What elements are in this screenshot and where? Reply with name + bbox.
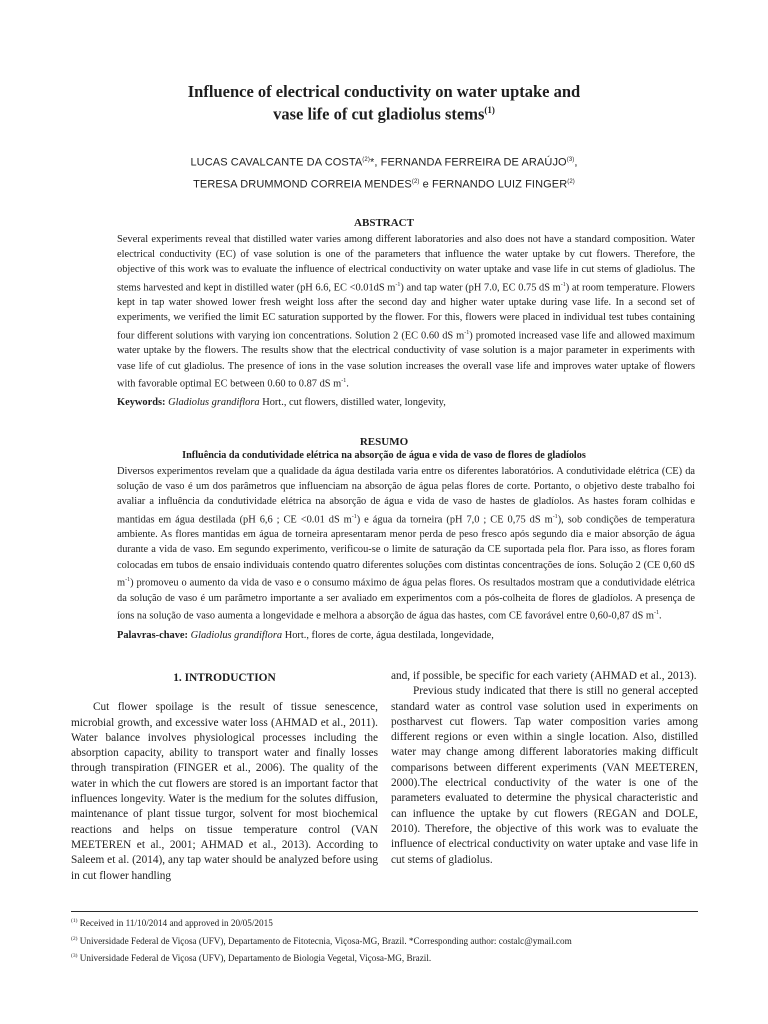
unit-exponent: -1 — [125, 576, 131, 583]
abstract-text: Several experiments reveal that distilled water varies among different laboratories and also does not have a standard composition. Water electrical conductivity (EC) of vase solution is one of the parameters that influence the water uptake by cut flowers. Therefore, the objective of this work was to evaluate the influence of electrical conductivity on water uptake and vase life in cut stems of gladiolus. The stems harvested and kept in distilled water (pH 6.6, EC <0.01dS m — [117, 234, 695, 294]
title-line-2-text: vase life of cut gladiolus stems — [273, 104, 485, 124]
palavras-chave-list: Hort., flores de corte, água destilada, longevidade, — [282, 630, 494, 641]
unit-exponent: -1 — [552, 513, 558, 520]
unit-exponent: -1 — [464, 329, 470, 336]
author-name: FERNANDA FERREIRA DE ARAÚJO — [380, 156, 567, 169]
resumo-text: Diversos experimentos revelam que a qualidade da água destilada varia entre os diferentes laboratórios. A condutividade elétrica (CE) da solução de vaso é um dos parâmetros que influenciam na absorção de água pelas flores de corte. Portanto, o objetivo deste trabalho foi avaliar a influência da condutividade elétrica na absorção de água e vida de vaso de hastes de gladíolos. As hastes foram colhidas e mantidas em água destilada (pH 6,6 ; CE <0.01 dS m — [117, 466, 695, 526]
resumo-text: ) e água da torneira (pH 7,0 ; CE 0,75 dS m — [356, 514, 553, 526]
keywords-species: Gladiolus grandiflora — [168, 397, 260, 408]
resumo-text: ), sob condições de temperatura ambiente. As flores mantidas em água de torneira apresentaram menor perda de peso fresco após segundo dia e maior absorção de água durante a vida de vaso. Em segundo experimento, verificou-se o limite de saturação da CE suportada pela flor. Para isso, as flores foram colocadas em tubos de ensaio individuais contendo quatro diferentes soluções com distintas concentrações de íons. Solução 2 (CE 0,60 dS m — [117, 514, 695, 589]
resumo-text: . — [658, 610, 662, 622]
abstract-text: ) promoted increased vase life and allowed maximum water uptake by the flowers. The results show that the electrical conductivity of vase solution is a major parameter in experiments with vase life of cut gladiolus. The presence of ions in the vase solution increases the overall vase life and improves water uptake of flowers with favorable optimal EC between 0.60 to 0.87 dS m — [117, 330, 695, 390]
author-name: FERNANDO LUIZ FINGER — [432, 178, 568, 191]
title-line-2 — [0, 101, 768, 124]
title-line-1: Influence of electrical conductivity on water uptake and — [187, 82, 581, 101]
footnote — [71, 949, 698, 967]
palavras-chave-label: Palavras-chave: — [117, 630, 188, 641]
footnote-text: Universidade Federal de Viçosa (UFV), Departamento de Fitotecnia, Viçosa-MG, Brazil. *Corresponding author: costalc@ymail.com — [79, 935, 572, 946]
author-affiliation-marker: (3) — [566, 157, 575, 163]
resumo-title: Influência da condutividade elétrica na absorção de água e vida de vaso de flores de gladíolos — [182, 450, 586, 461]
title-footnote-marker: (1) — [484, 105, 495, 115]
author-name: LUCAS CAVALCANTE DA COSTA — [190, 156, 363, 169]
palavras-chave-species: Gladiolus grandiflora — [190, 630, 283, 641]
footnote — [71, 914, 698, 932]
author-separator: , — [574, 156, 578, 169]
author-separator: *, — [369, 156, 381, 169]
footnote-marker: (1) — [71, 918, 78, 924]
authors-line-2 — [0, 173, 768, 195]
author-separator: e — [419, 178, 433, 191]
unit-exponent: -1 — [560, 281, 566, 288]
author-affiliation-marker: (2) — [567, 178, 575, 185]
keywords-list: Hort., cut flowers, distilled water, longevity, — [259, 397, 446, 408]
article-title — [0, 82, 768, 124]
footnote-text: Universidade Federal de Viçosa (UFV), Departamento de Biologia Vegetal, Viçosa-MG, Brazil. — [79, 953, 432, 964]
abstract-keywords — [117, 395, 695, 410]
abstract-heading: ABSTRACT — [354, 217, 414, 229]
abstract-text: ) at room temperature. Flowers kept in tap water showed lower fresh weight loss after the second day and higher water uptake during vase life. In a second set of experiments, we verified the limit EC saturation supported by the flower. For this, flowers were placed in individual test tubes containing four different solutions with varying ion concentrations. Solution 2 (EC 0.60 dS m — [117, 282, 695, 342]
author-affiliation-marker: (2) — [411, 178, 420, 185]
body-paragraph-continued: and, if possible, be specific for each variety (AHMAD et al., 2013). — [391, 670, 697, 682]
footnote — [71, 932, 698, 950]
abstract-text: . — [346, 378, 349, 390]
section-heading-introduction: 1. INTRODUCTION — [173, 672, 276, 684]
footnotes — [71, 914, 698, 967]
unit-exponent: -1 — [351, 513, 357, 520]
author-affiliation-marker: (2) — [362, 157, 370, 163]
footnote-marker: (2) — [71, 935, 78, 942]
footnote-marker: (3) — [71, 953, 78, 960]
abstract-body — [117, 232, 695, 391]
body-column-left — [71, 669, 378, 884]
abstract-text: ) and tap water (pH 7.0, EC 0.75 dS m — [400, 282, 561, 294]
resumo-keywords — [117, 628, 695, 643]
body-paragraph: Cut flower spoilage is the result of tissue senescence, microbial growth, and excessive water loss (AHMAD et al., 2011). Water balance involves physiological processes including the absorption capacity, ability to transport water and finally losses through transpiration (FINGER et al., 2006). The quality of the water in which the cut flowers are stored is an important factor that influences longevity. Water is the medium for the solutes diffusion, maintenance of plant tissue turgor, solvent for most biochemical reactions and helps on tissue temperature control (VAN MEETEREN et al., 2001; AHMAD et al., 2013). According to Saleem et al. (2014), any tap water should be analyzed before using in cut flower handling — [71, 701, 378, 882]
body-paragraph: Previous study indicated that there is still no general accepted standard water as control vase solution used in experiments on postharvest cut flowers. Tap water composition varies among different regions or even within a single location. Also, distilled water may change among different laboratories making difficult comparisons between different experiments (VAN MEETEREN, 2000).The electrical conductivity of the water is one of the parameters evaluated to determine the physical characteristic and can influence the uptake by cut flowers (REGAN and DOLE, 2010). Therefore, the objective of this work was to evaluate the influence of electrical conductivity on water uptake and vase life in cut stems of gladiolus. — [391, 685, 698, 866]
resumo-text: ) promoveu o aumento da vida de vaso e o consumo máximo de água pelas flores. Os resultados mostram que a condutividade elétrica da solução de vaso é um parâmetro importante a ser avaliado em experimentos com a pós-colheita de flores de gladíolos. A presença de íons na solução de vaso aumenta a longevidade e melhora a absorção de água das hastes, com CE favorável entre 0,60-0,87 dS m — [117, 577, 695, 622]
unit-exponent: -1 — [341, 377, 347, 384]
footnote-text: Received in 11/10/2014 and approved in 20/05/2015 — [79, 918, 273, 929]
keywords-label: Keywords: — [117, 397, 166, 408]
unit-exponent: -1 — [395, 281, 401, 288]
resumo-body — [117, 464, 695, 623]
resumo-heading: RESUMO — [359, 436, 409, 448]
authors-line-1 — [0, 151, 768, 173]
author-name: TERESA DRUMMOND CORREIA MENDES — [193, 178, 412, 191]
footnote-divider — [71, 911, 698, 912]
unit-exponent: -1 — [653, 609, 659, 616]
author-list — [0, 151, 768, 194]
body-column-right — [391, 669, 698, 868]
